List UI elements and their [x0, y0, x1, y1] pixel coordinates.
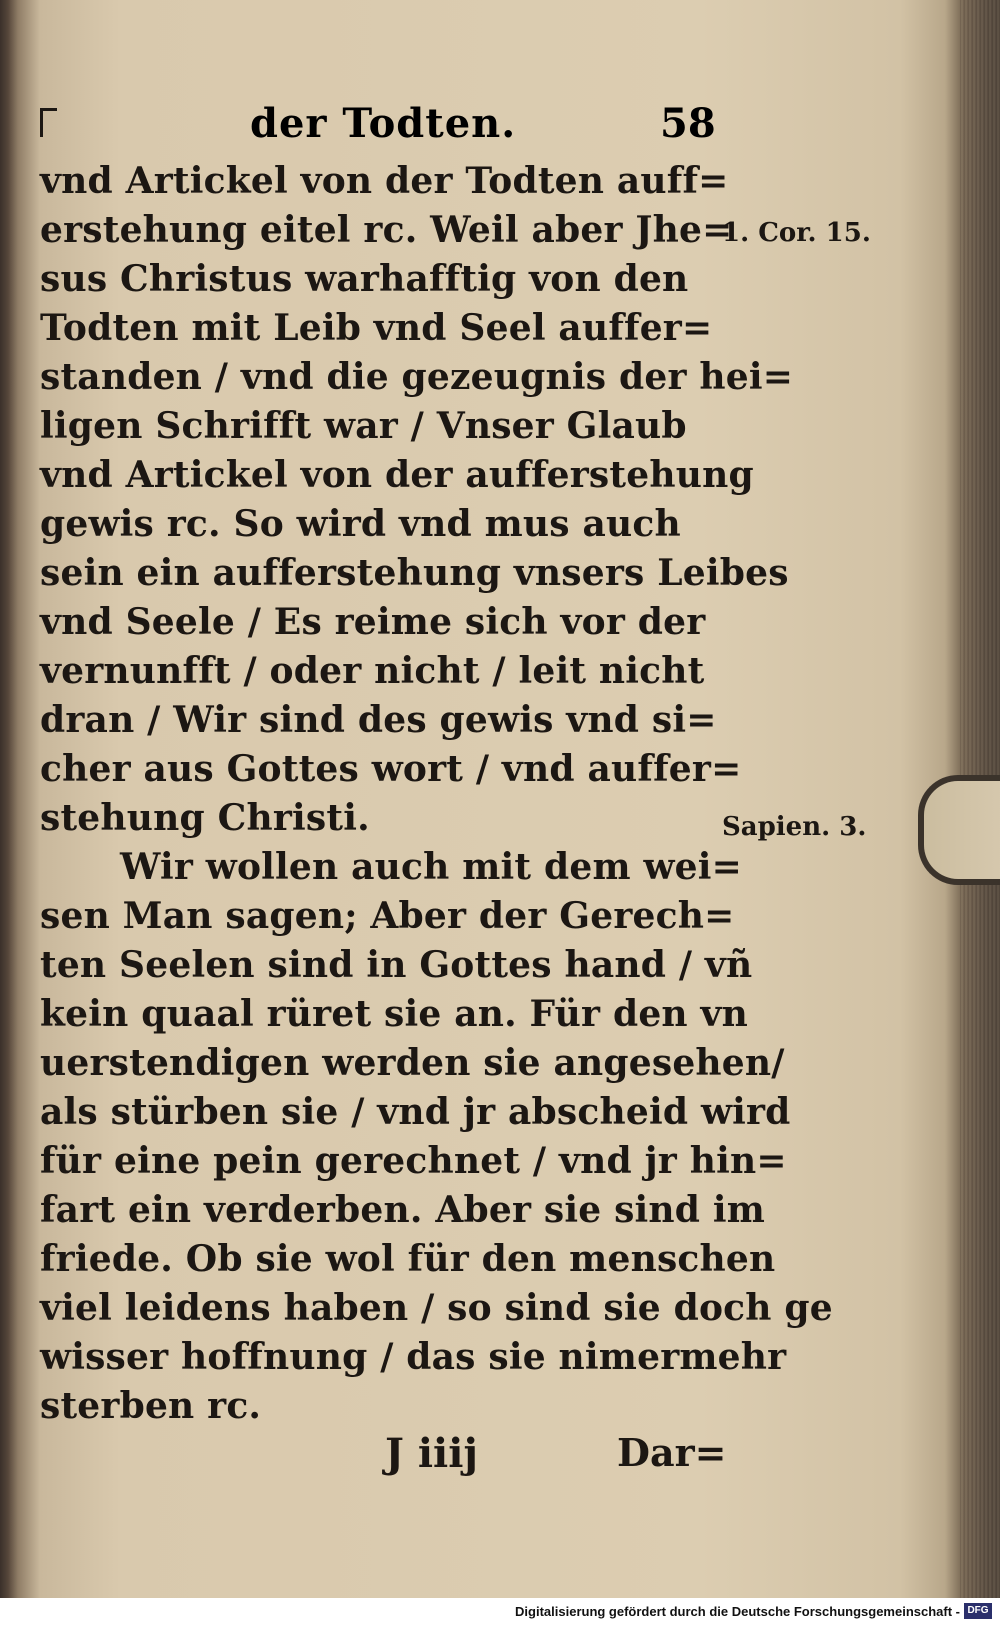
- text-line: als stürben sie / vnd jr abscheid wird: [40, 1091, 791, 1133]
- text-line: vnd Artickel von der aufferstehung: [40, 454, 754, 496]
- text-line: fart ein verderben. Aber sie sind im: [40, 1189, 766, 1231]
- text-line: ten Seelen sind in Gottes hand / vñ: [40, 944, 753, 986]
- text-line: Todten mit Leib vnd Seel auffer=: [40, 307, 713, 349]
- text-line: vernunfft / oder nicht / leit nicht: [40, 650, 705, 692]
- running-head: der Todten.: [250, 100, 517, 147]
- text-line: ligen Schrifft war / Vnser Glaub: [40, 405, 687, 447]
- text-line: sein ein aufferstehung vnsers Leibes: [40, 552, 789, 594]
- text-line: friede. Ob sie wol für den menschen: [40, 1238, 776, 1280]
- page-number: 58: [660, 100, 716, 147]
- text-line: sus Christus warhafftig von den: [40, 258, 689, 300]
- text-line: viel leidens haben / so sind sie doch ge: [40, 1287, 833, 1329]
- text-line: sen Man sagen; Aber der Gerech=: [40, 895, 735, 937]
- margin-note: 1. Cor. 15.: [722, 218, 871, 248]
- text-line: gewis rc. So wird vnd mus auch: [40, 503, 681, 545]
- text-line: standen / vnd die gezeugnis der hei=: [40, 356, 794, 398]
- text-line: stehung Christi.: [40, 797, 370, 839]
- catchword: Dar=: [617, 1430, 727, 1475]
- text-line: erstehung eitel rc. Weil aber Jhe=: [40, 209, 733, 251]
- text-line: sterben rc.: [40, 1385, 262, 1427]
- page-header: [40, 100, 720, 160]
- text-line: vnd Artickel von der Todten auff=: [40, 160, 729, 202]
- margin-note: Sapien. 3.: [722, 812, 867, 842]
- text-line: kein quaal rüret sie an. Für den vn: [40, 993, 749, 1035]
- signature-mark: J iiij: [385, 1430, 478, 1477]
- text-line: wisser hoffnung / das sie nimermehr: [40, 1336, 787, 1378]
- corner-mark: [40, 108, 57, 137]
- book-clasp: [918, 775, 1000, 885]
- text-line: für eine pein gerechnet / vnd jr hin=: [40, 1140, 787, 1182]
- text-line: dran / Wir sind des gewis vnd si=: [40, 699, 717, 741]
- text-line: vnd Seele / Es reime sich vor der: [40, 601, 706, 643]
- text-line: cher aus Gottes wort / vnd auffer=: [40, 748, 742, 790]
- text-line: Wir wollen auch mit dem wei=: [120, 846, 743, 888]
- text-line: uerstendigen werden sie angesehen/: [40, 1042, 785, 1084]
- funding-credit: Digitalisierung gefördert durch die Deutsche Forschungsgemeinschaft -: [515, 1604, 960, 1619]
- dfg-logo: DFG: [964, 1603, 992, 1619]
